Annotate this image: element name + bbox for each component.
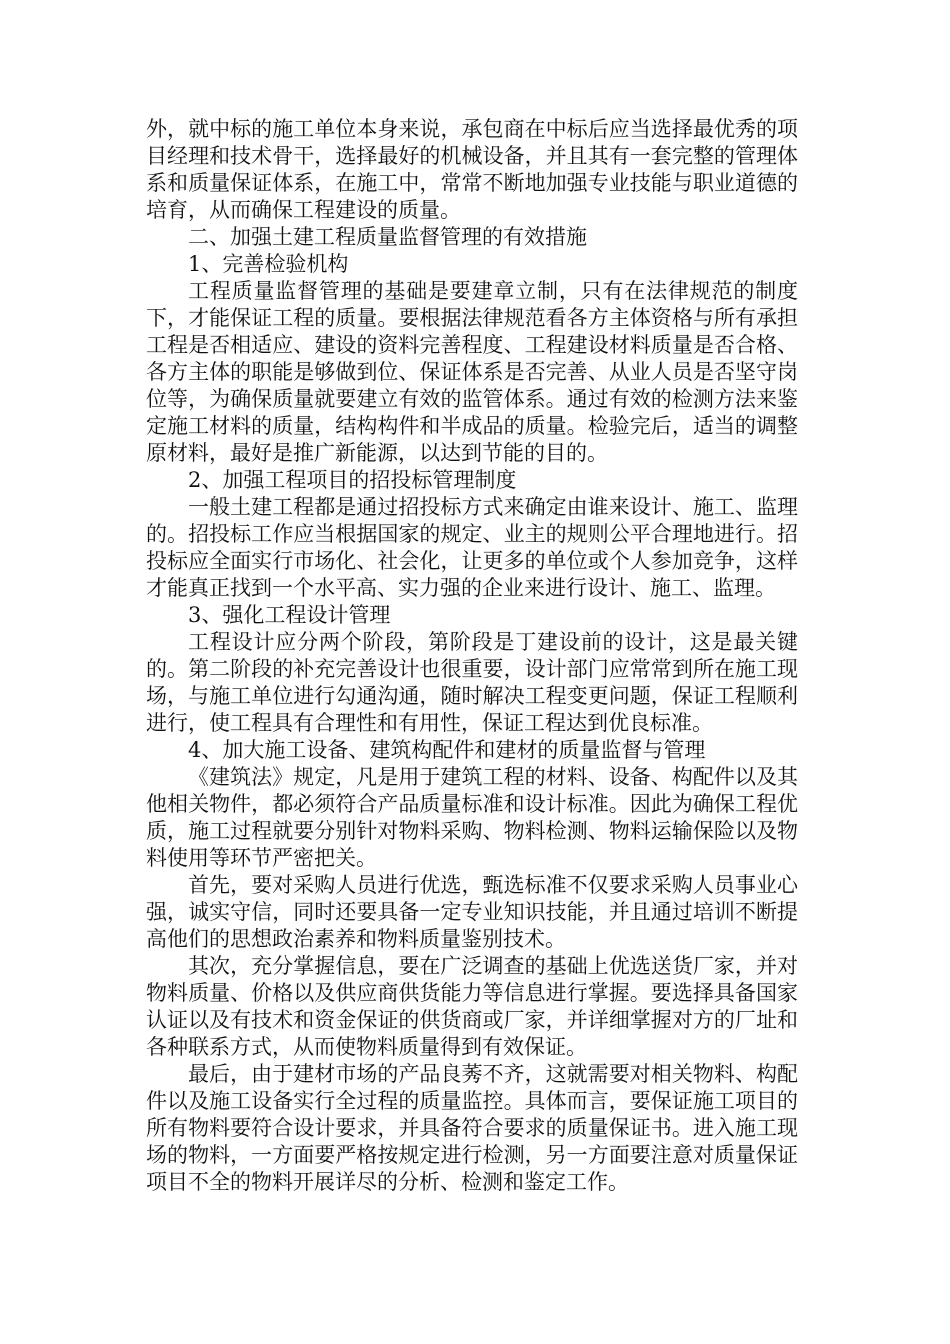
- body-paragraph: 《建筑法》规定，凡是用于建筑工程的材料、设备、构配件以及其他相关物件，都必须符合产品质量标准和设计标准。因此为确保工程优质，施工过程就要分别针对物料采购、物料检测、物料运输保险以及物料使用等环节严密把关。: [146, 765, 798, 870]
- body-paragraph: 最后，由于建材市场的产品良莠不齐，这就需要对相关物料、构配件以及施工设备实行全过程的质量监控。具体而言，要保证施工项目的所有物料要符合设计要求，并具备符合要求的质量保证书。进入施工现场的物料，一方面要严格按规定进行检测，另一方面要注意对质量保证项目不全的物料开展详尽的分析、检测和鉴定工作。: [146, 1062, 798, 1194]
- body-paragraph: 首先，要对采购人员进行优选，甄选标准不仅要求采购人员事业心强，诚实守信，同时还要具备一定专业知识技能，并且通过培训不断提高他们的思想政治素养和物料质量鉴别技术。: [146, 873, 798, 951]
- subsection-heading: 1、完善检验机构: [188, 252, 349, 276]
- subsection-heading: 3、强化工程设计管理: [188, 603, 391, 627]
- subsection-heading: 2、加强工程项目的招投标管理制度: [188, 468, 517, 492]
- document-page: [146, 116, 798, 1196]
- body-paragraph: 工程设计应分两个阶段，第阶段是丁建设前的设计，这是最关键的。第二阶段的补充完善设计也很重要，设计部门应常常到所在施工现场，与施工单位进行勾通沟通，随时解决工程变更问题，保证工程顺利进行，使工程具有合理性和有用性，保证工程达到优良标准。: [146, 630, 798, 735]
- section-heading: 二、加强土建工程质量监督管理的有效措施: [188, 225, 587, 249]
- paragraph-continuation: 外，就中标的施工单位本身来说，承包商在中标后应当选择最优秀的项目经理和技术骨干，选择最好的机械设备，并且其有一套完整的管理体系和质量保证体系，在施工中，常常不断地加强专业技能与职业道德的培育，从而确保工程建设的质量。: [146, 117, 798, 222]
- body-paragraph: 其次，充分掌握信息，要在广泛调查的基础上优选送货厂家，并对物料质量、价格以及供应商供货能力等信息进行掌握。要选择具备国家认证以及有技术和资金保证的供货商或厂家，并详细掌握对方的厂址和各种联系方式，从而使物料质量得到有效保证。: [146, 954, 798, 1059]
- subsection-heading: 4、加大施工设备、建筑构配件和建材的质量监督与管理: [188, 738, 706, 762]
- body-paragraph: 一般土建工程都是通过招投标方式来确定由谁来设计、施工、监理的。招投标工作应当根据国家的规定、业主的规则公平合理地进行。招投标应全面实行市场化、社会化，让更多的单位或个人参加竞争，这样才能真正找到一个水平高、实力强的企业来进行设计、施工、监理。: [146, 495, 798, 600]
- body-paragraph: 工程质量监督管理的基础是要建章立制，只有在法律规范的制度下，才能保证工程的质量。要根据法律规范看各方主体资格与所有承担工程是否相适应、建设的资料完善程度、工程建设材料质量是否合格、各方主体的职能是够做到位、保证体系是否完善、从业人员是否坚守岗位等，为确保质量就要建立有效的监管体系。通过有效的检测方法来鉴定施工材料的质量，结构构件和半成品的质量。检验完后，适当的调整原材料，最好是推广新能源，以达到节能的目的。: [146, 279, 798, 465]
